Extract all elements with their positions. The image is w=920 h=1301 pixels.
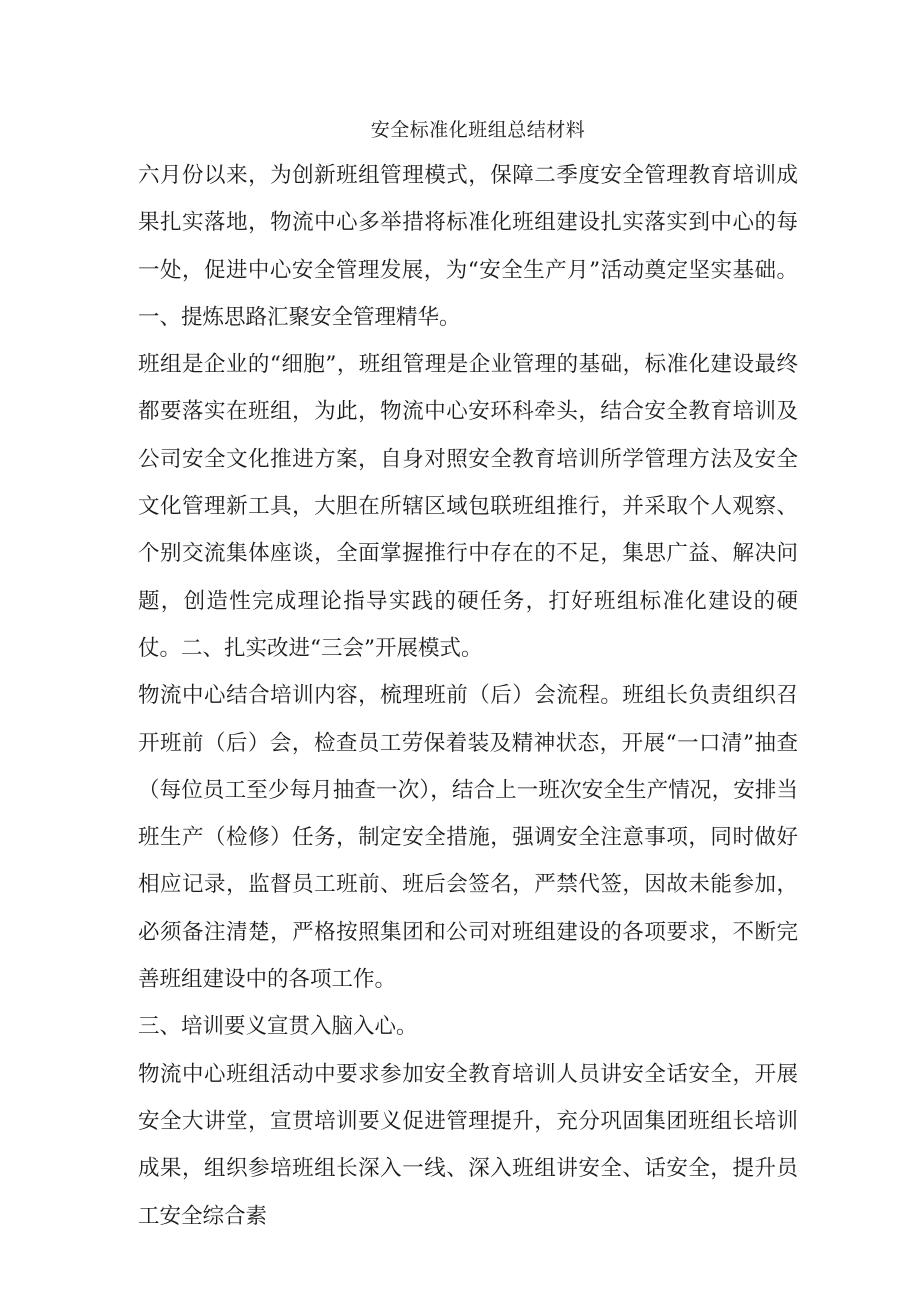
paragraph-1: 六月份以来，为创新班组管理模式，保障二季度安全管理教育培训成果扎实落地，物流中心多举措将标准化班组建设扎实落实到中心的每一处，促进中心安全管理发展，为“安全生产月”活动奠定坚实基础。一、提炼思路汇聚安全管理精华。 bbox=[138, 163, 798, 330]
section-heading-3: 三、培训要义宣贯入脑入心。 bbox=[138, 1014, 418, 1040]
paragraph-3: 物流中心结合培训内容，梳理班前（后）会流程。班组长负责组织召开班前（后）会，检查员工劳保着装及精神状态，开展“一口清”抽查（每位员工至少每月抽查一次），结合上一班次安全生产情况，安排当班生产（检修）任务，制定安全措施，强调安全注意事项，同时做好相应记录，监督员工班前、班后会签名，严禁代签，因故未能参加，必须备注清楚，严格按照集团和公司对班组建设的各项要求，不断完善班组建设中的各项工作。 bbox=[138, 683, 798, 993]
document-page bbox=[138, 108, 798, 1240]
paragraph-2: 班组是企业的“细胞”，班组管理是企业管理的基础，标准化建设最终都要落实在班组，为此，物流中心安环科牵头，结合安全教育培训及公司安全文化推进方案，自身对照安全教育培训所学管理方法及安全文化管理新工具，大胆在所辖区域包联班组推行，并采取个人观察、个别交流集体座谈，全面掌握推行中存在的不足，集思广益、解决问题，创造性完成理论指导实践的硬任务，打好班组标准化建设的硬仗。二、扎实改进“三会”开展模式。 bbox=[138, 352, 798, 661]
paragraph-4: 物流中心班组活动中要求参加安全教育培训人员讲安全话安全，开展安全大讲堂，宣贯培训要义促进管理提升，充分巩固集团班组长培训成果，组织参培班组长深入一线、深入班组讲安全、话安全，提升员工安全综合素 bbox=[138, 1061, 798, 1229]
document-title: 安全标准化班组总结材料 bbox=[370, 119, 586, 141]
